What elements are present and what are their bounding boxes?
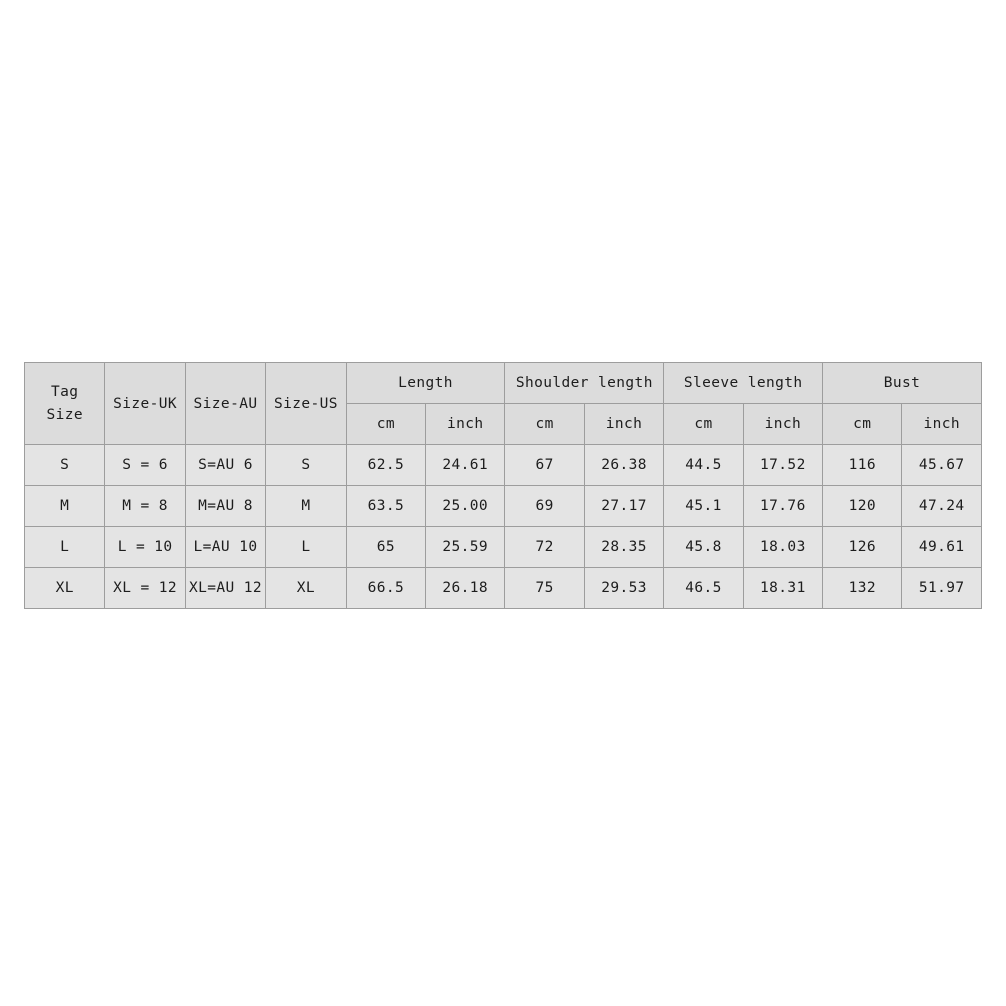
header-tag-size-line1: Tag: [51, 384, 79, 401]
cell-length-inch: 24.61: [426, 445, 505, 486]
cell-sleeve-inch: 17.52: [743, 445, 822, 486]
cell-size-au: XL=AU 12: [185, 568, 265, 609]
cell-tag-size: M: [25, 486, 105, 527]
table-body: [25, 445, 982, 609]
cell-shoulder-inch: 26.38: [584, 445, 663, 486]
cell-size-us: L: [266, 527, 346, 568]
cell-bust-inch: 47.24: [902, 486, 982, 527]
size-chart-table: [24, 362, 982, 609]
header-shoulder-inch: inch: [584, 404, 663, 445]
header-size-au: Size-AU: [185, 363, 265, 445]
cell-bust-cm: 116: [823, 445, 902, 486]
cell-bust-cm: 132: [823, 568, 902, 609]
header-sleeve-length: Sleeve length: [664, 363, 823, 404]
cell-shoulder-cm: 69: [505, 486, 584, 527]
table-row: [25, 527, 982, 568]
cell-sleeve-inch: 18.03: [743, 527, 822, 568]
cell-length-inch: 26.18: [426, 568, 505, 609]
cell-sleeve-cm: 44.5: [664, 445, 743, 486]
cell-length-cm: 62.5: [346, 445, 425, 486]
cell-sleeve-cm: 45.1: [664, 486, 743, 527]
header-sleeve-inch: inch: [743, 404, 822, 445]
header-shoulder-cm: cm: [505, 404, 584, 445]
header-shoulder-length: Shoulder length: [505, 363, 664, 404]
cell-sleeve-cm: 45.8: [664, 527, 743, 568]
cell-tag-size: XL: [25, 568, 105, 609]
cell-bust-inch: 49.61: [902, 527, 982, 568]
table-row: [25, 486, 982, 527]
header-length-inch: inch: [426, 404, 505, 445]
cell-size-au: S=AU 6: [185, 445, 265, 486]
cell-shoulder-cm: 67: [505, 445, 584, 486]
header-length: Length: [346, 363, 505, 404]
cell-length-cm: 65: [346, 527, 425, 568]
cell-size-us: XL: [266, 568, 346, 609]
cell-size-us: S: [266, 445, 346, 486]
header-bust: Bust: [823, 363, 982, 404]
header-tag-size-line2: Size: [46, 406, 83, 423]
cell-shoulder-cm: 75: [505, 568, 584, 609]
cell-length-cm: 63.5: [346, 486, 425, 527]
cell-sleeve-cm: 46.5: [664, 568, 743, 609]
cell-bust-cm: 126: [823, 527, 902, 568]
cell-size-uk: M = 8: [105, 486, 185, 527]
cell-bust-inch: 51.97: [902, 568, 982, 609]
cell-shoulder-inch: 29.53: [584, 568, 663, 609]
header-row-groups: [25, 363, 982, 404]
table-row: [25, 568, 982, 609]
header-size-us: Size-US: [266, 363, 346, 445]
table-row: [25, 445, 982, 486]
cell-size-au: L=AU 10: [185, 527, 265, 568]
header-tag-size: [25, 363, 105, 445]
cell-shoulder-inch: 28.35: [584, 527, 663, 568]
cell-shoulder-inch: 27.17: [584, 486, 663, 527]
cell-shoulder-cm: 72: [505, 527, 584, 568]
header-size-uk: Size-UK: [105, 363, 185, 445]
cell-length-inch: 25.59: [426, 527, 505, 568]
cell-length-inch: 25.00: [426, 486, 505, 527]
cell-size-uk: L = 10: [105, 527, 185, 568]
cell-sleeve-inch: 17.76: [743, 486, 822, 527]
cell-tag-size: L: [25, 527, 105, 568]
cell-size-uk: S = 6: [105, 445, 185, 486]
cell-size-us: M: [266, 486, 346, 527]
size-chart-container: [24, 362, 982, 609]
cell-bust-inch: 45.67: [902, 445, 982, 486]
header-bust-cm: cm: [823, 404, 902, 445]
header-bust-inch: inch: [902, 404, 982, 445]
cell-size-uk: XL = 12: [105, 568, 185, 609]
cell-bust-cm: 120: [823, 486, 902, 527]
cell-size-au: M=AU 8: [185, 486, 265, 527]
table-header: [25, 363, 982, 445]
header-sleeve-cm: cm: [664, 404, 743, 445]
header-length-cm: cm: [346, 404, 425, 445]
cell-tag-size: S: [25, 445, 105, 486]
cell-sleeve-inch: 18.31: [743, 568, 822, 609]
cell-length-cm: 66.5: [346, 568, 425, 609]
